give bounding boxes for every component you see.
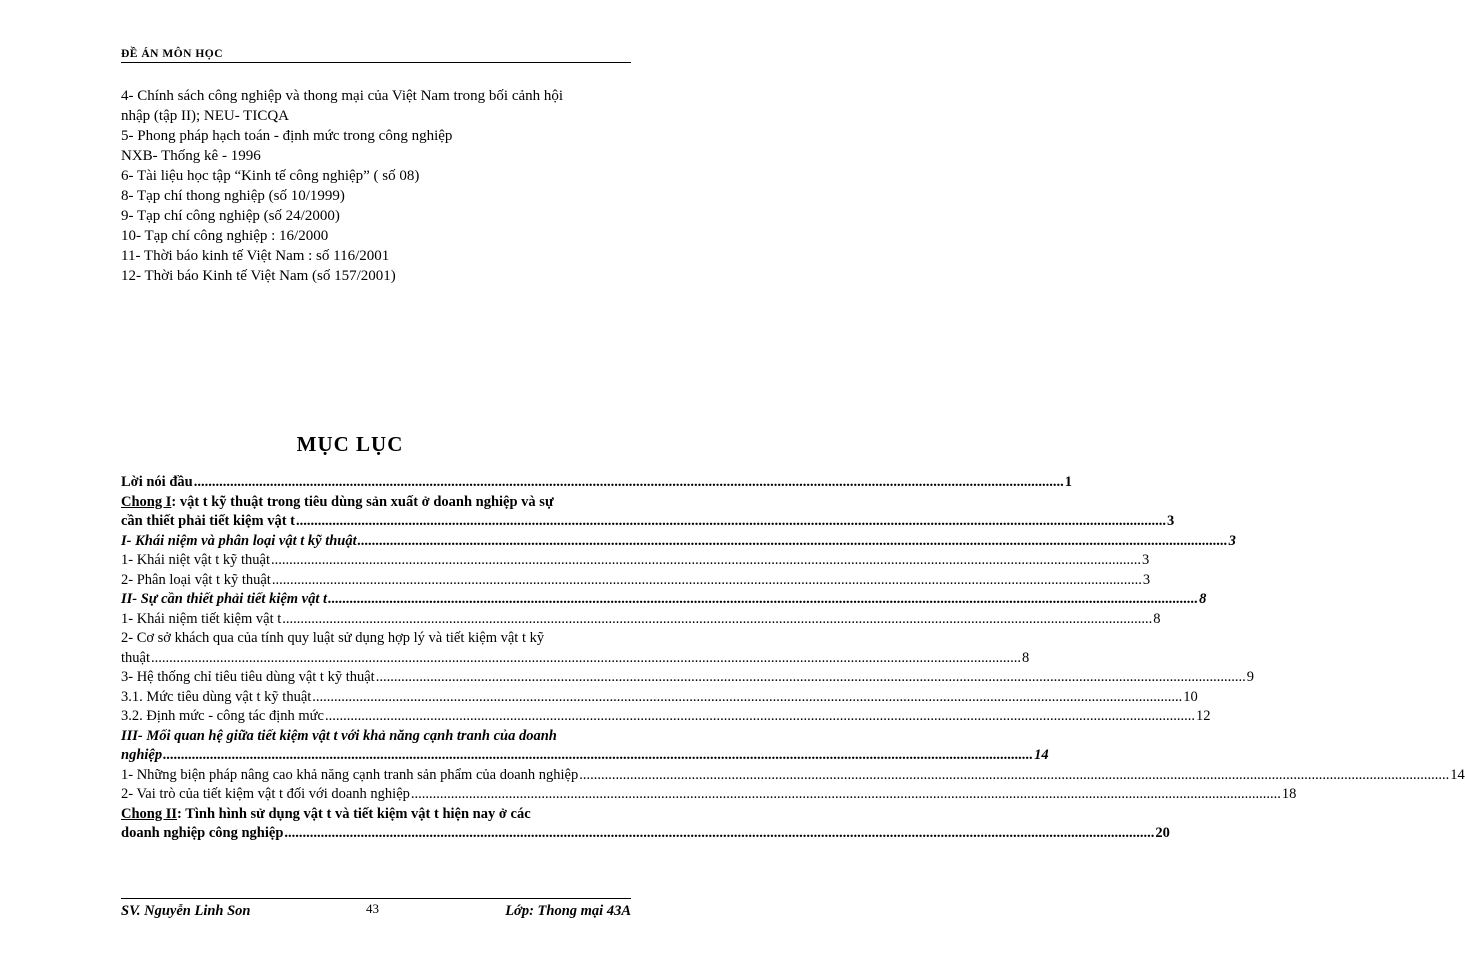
toc-entry[interactable]	[121, 766, 1465, 786]
toc-entry-text: 1- Những biện pháp nâng cao khả năng cạnh tranh sản phẩm của doanh nghiệp	[121, 766, 579, 783]
toc-leader-dots	[325, 707, 1195, 727]
toc-entry[interactable]	[121, 629, 1030, 668]
toc-leader-dots	[271, 551, 1141, 571]
footer-author: SV. Nguyễn Linh Son	[121, 903, 251, 919]
toc-entry-text: 3.1. Mức tiêu dùng vật t kỹ thuật	[121, 688, 312, 705]
toc-leader-dots	[358, 532, 1228, 552]
reference-line: nhập (tập II); NEU- TICQA	[121, 108, 290, 124]
toc-entry-text: 1- Khái niệt vật t kỹ thuật	[121, 552, 270, 568]
toc-leader-dots	[296, 512, 1166, 532]
toc-entry-text: 3- Hệ thống chỉ tiêu tiêu dùng vật t kỹ thuật	[121, 669, 375, 685]
toc-page-number: 14	[1034, 747, 1049, 763]
header-title: ĐỀ ÁN MÔN HỌC	[121, 48, 224, 60]
toc-entry[interactable]	[121, 610, 1161, 630]
toc-leader-dots	[272, 571, 1142, 591]
toc-page-number: 12	[1195, 708, 1211, 724]
toc-entry-text: 3.2. Định mức - công tác định mức	[121, 708, 324, 724]
toc-entry[interactable]	[121, 707, 1211, 727]
toc-leader-dots	[282, 610, 1152, 630]
toc-leader-dots	[284, 824, 1154, 844]
reference-line: 10- Tạp chí công nghiệp : 16/2000	[121, 228, 329, 244]
toc-leader-dots	[151, 649, 1021, 669]
toc-page-number: 3	[1166, 513, 1175, 529]
toc-entry[interactable]	[121, 785, 1297, 805]
toc-entry-text: 2- Phân loại vật t kỹ thuật	[121, 571, 271, 588]
reference-line: 6- Tài liệu học tập “Kinh tế công nghiệp” ( số 08)	[121, 168, 420, 184]
toc-entry-chapter-2[interactable]	[121, 805, 1170, 844]
toc-page-number: 9	[1246, 669, 1254, 685]
reference-line: 4- Chính sách công nghiệp và thong mại của Việt Nam trong bối cảnh hội	[121, 88, 564, 104]
toc-entry-text: : vật t kỹ thuật trong tiêu dùng sản xuất ở doanh nghiệp và sự	[171, 493, 554, 510]
toc-page-number: 10	[1183, 688, 1198, 705]
chapter-label: Chong II	[121, 805, 178, 822]
toc-entry-chapter-1[interactable]	[121, 493, 1175, 532]
toc-entry[interactable]	[121, 668, 1254, 688]
toc-title: MỤC LỤC	[296, 432, 404, 456]
toc-entry-text: Lời nói đầu	[121, 474, 193, 490]
reference-line: 5- Phong pháp hạch toán - định mức trong công nghiệp	[121, 128, 453, 144]
toc-entry[interactable]	[121, 688, 1198, 708]
toc-leader-dots	[579, 766, 1449, 786]
reference-line: 9- Tạp chí công nghiệp (số 24/2000)	[121, 208, 340, 224]
page-header	[121, 48, 631, 63]
toc-page-number: 20	[1155, 825, 1170, 841]
table-of-contents	[121, 473, 1465, 844]
toc-page-number: 8	[1199, 591, 1207, 607]
toc-entry-text: 1- Khái niệm tiết kiệm vật t	[121, 610, 282, 627]
reference-line: NXB- Thống kê - 1996	[121, 148, 261, 164]
toc-page-number: 14	[1450, 766, 1465, 783]
reference-line: 12- Thời báo Kinh tế Việt Nam (số 157/2001)	[121, 268, 396, 284]
toc-leader-dots	[312, 688, 1182, 708]
toc-entry-text: 2- Vai trò của tiết kiệm vật t đối với doanh nghiệp	[121, 786, 410, 802]
toc-entry-text: : Tình hình sử dụng vật t và tiết kiệm vật t hiện nay ở các	[177, 805, 531, 822]
toc-entry-intro[interactable]	[121, 473, 1072, 493]
toc-entry-text: III- Mối quan hệ giữa tiết kiệm vật t với khả năng cạnh tranh của doanh	[121, 727, 557, 744]
page-footer	[121, 898, 631, 923]
toc-entry-section-3[interactable]	[121, 727, 1049, 766]
reference-line: 8- Tạp chí thong nghiệp (số 10/1999)	[121, 188, 345, 204]
toc-entry-section-2[interactable]	[121, 590, 1207, 610]
toc-page-number: 3	[1142, 552, 1150, 568]
footer-class: Lớp: Thong mại 43A	[505, 903, 631, 919]
toc-page-number: 18	[1281, 786, 1297, 802]
toc-entry-text: I- Khái niệm và phân loại vật t kỹ thuật	[121, 532, 357, 549]
toc-leader-dots	[411, 785, 1281, 805]
toc-leader-dots	[194, 473, 1064, 493]
chapter-label: Chong I	[121, 493, 172, 510]
reference-line: 11- Thời báo kinh tế Việt Nam : số 116/2001	[121, 248, 390, 264]
toc-entry-text: 2- Cơ sở khách qua của tính quy luật sử dụng hợp lý và tiết kiệm vật t kỹ	[121, 630, 545, 646]
toc-entry-text: thuật	[121, 649, 150, 666]
toc-entry[interactable]	[121, 571, 1151, 591]
toc-leader-dots	[376, 668, 1246, 688]
toc-entry-text: cần thiết phải tiết kiệm vật t	[121, 513, 295, 529]
toc-entry-text: nghiệp	[121, 747, 163, 763]
toc-entry[interactable]	[121, 551, 1150, 571]
toc-entry-text: doanh nghiệp công nghiệp	[121, 825, 284, 841]
toc-leader-dots	[328, 590, 1198, 610]
toc-leader-dots	[163, 746, 1033, 766]
reference-list	[121, 86, 641, 286]
toc-page-number: 3	[1142, 571, 1151, 588]
toc-page-number: 8	[1022, 649, 1030, 666]
toc-page-number: 8	[1153, 610, 1161, 627]
footer-page-number: 43	[366, 901, 379, 916]
toc-entry-section-1[interactable]	[121, 532, 1236, 552]
toc-entry-text: II- Sự cần thiết phải tiết kiệm vật t	[121, 591, 328, 607]
toc-page-number: 1	[1064, 474, 1072, 490]
toc-page-number: 3	[1228, 532, 1236, 549]
